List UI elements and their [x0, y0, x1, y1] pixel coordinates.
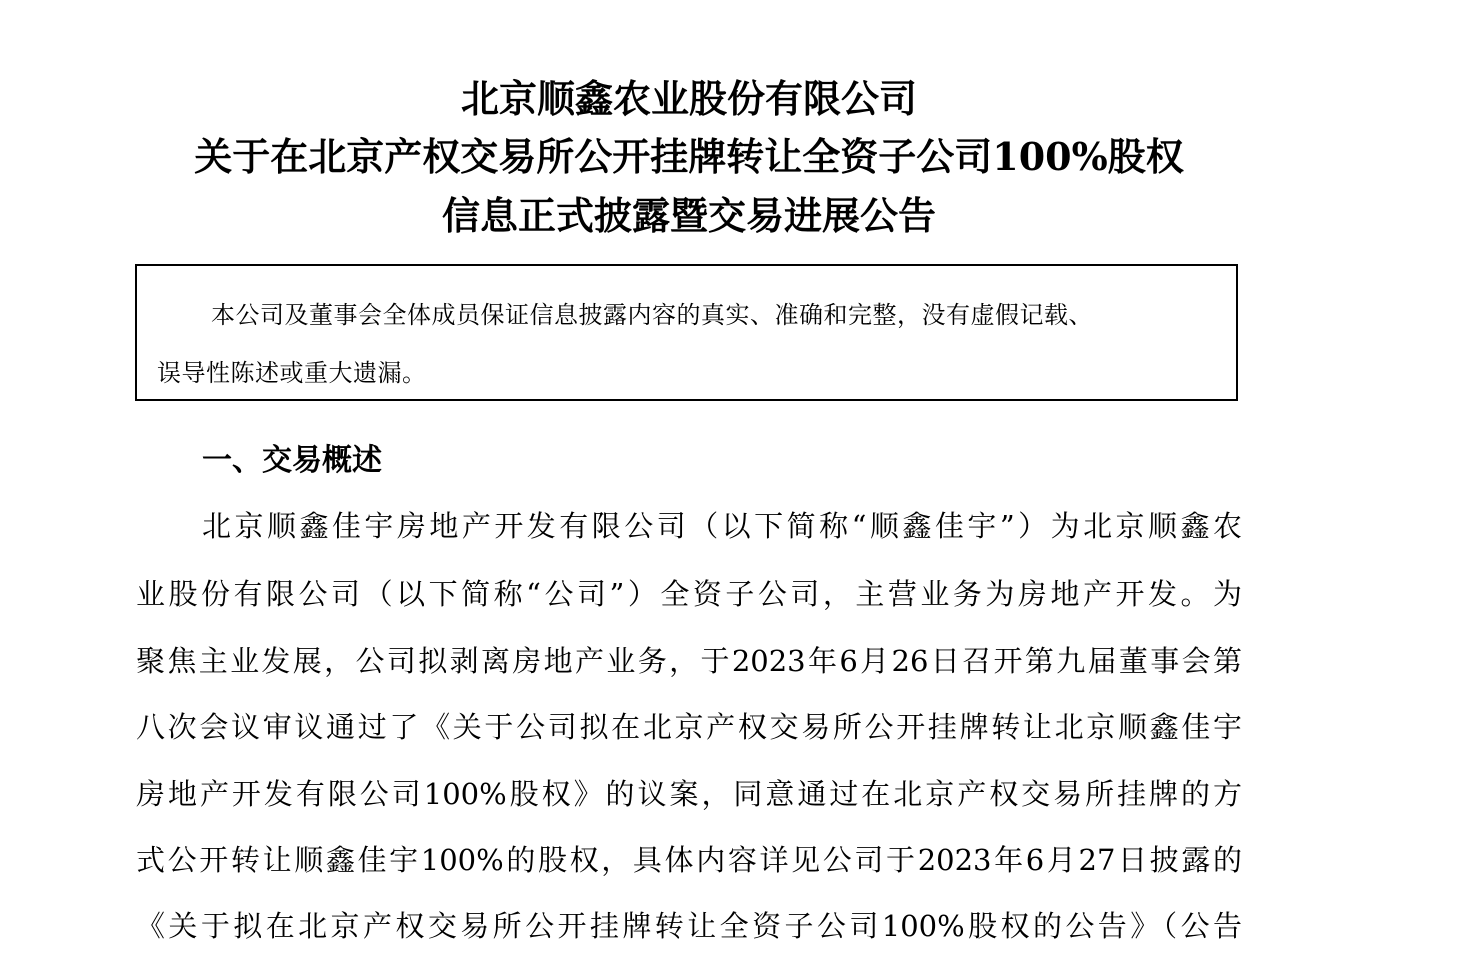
paragraph-line: 业股份有限公司（以下简称“公司”）全资子公司，主营业务为房地产开发。为 [136, 577, 1242, 611]
paragraph-line: 八次会议审议通过了《关于公司拟在北京产权交易所公开挂牌转让北京顺鑫佳宇 [136, 710, 1242, 744]
disclaimer-box [135, 264, 1238, 401]
paragraph-line: 北京顺鑫佳宇房地产开发有限公司（以下简称“顺鑫佳宇”）为北京顺鑫农 [202, 509, 1242, 543]
title-subject: 关于在北京产权交易所公开挂牌转让全资子公司100%股权 [194, 134, 1184, 179]
section-heading-transaction-overview: 一、交易概述 [202, 443, 382, 478]
paragraph-line: 房地产开发有限公司100%股权》的议案，同意通过在北京产权交易所挂牌的方 [136, 777, 1242, 811]
title-company: 北京顺鑫农业股份有限公司 [460, 76, 917, 121]
paragraph-line: 《关于拟在北京产权交易所公开挂牌转让全资子公司100%股权的公告》（公告 [136, 909, 1242, 943]
disclaimer-line-1: 本公司及董事会全体成员保证信息披露内容的真实、准确和完整，没有虚假记载、 [211, 301, 1093, 329]
paragraph-line: 聚焦主业发展，公司拟剥离房地产业务，于2023年6月26日召开第九届董事会第 [136, 644, 1242, 678]
title-announcement: 信息正式披露暨交易进展公告 [441, 193, 936, 238]
disclaimer-line-2: 误导性陈述或重大遗漏。 [157, 359, 427, 387]
paragraph-line: 式公开转让顺鑫佳宇100%的股权，具体内容详见公司于2023年6月27日披露的 [136, 843, 1242, 877]
